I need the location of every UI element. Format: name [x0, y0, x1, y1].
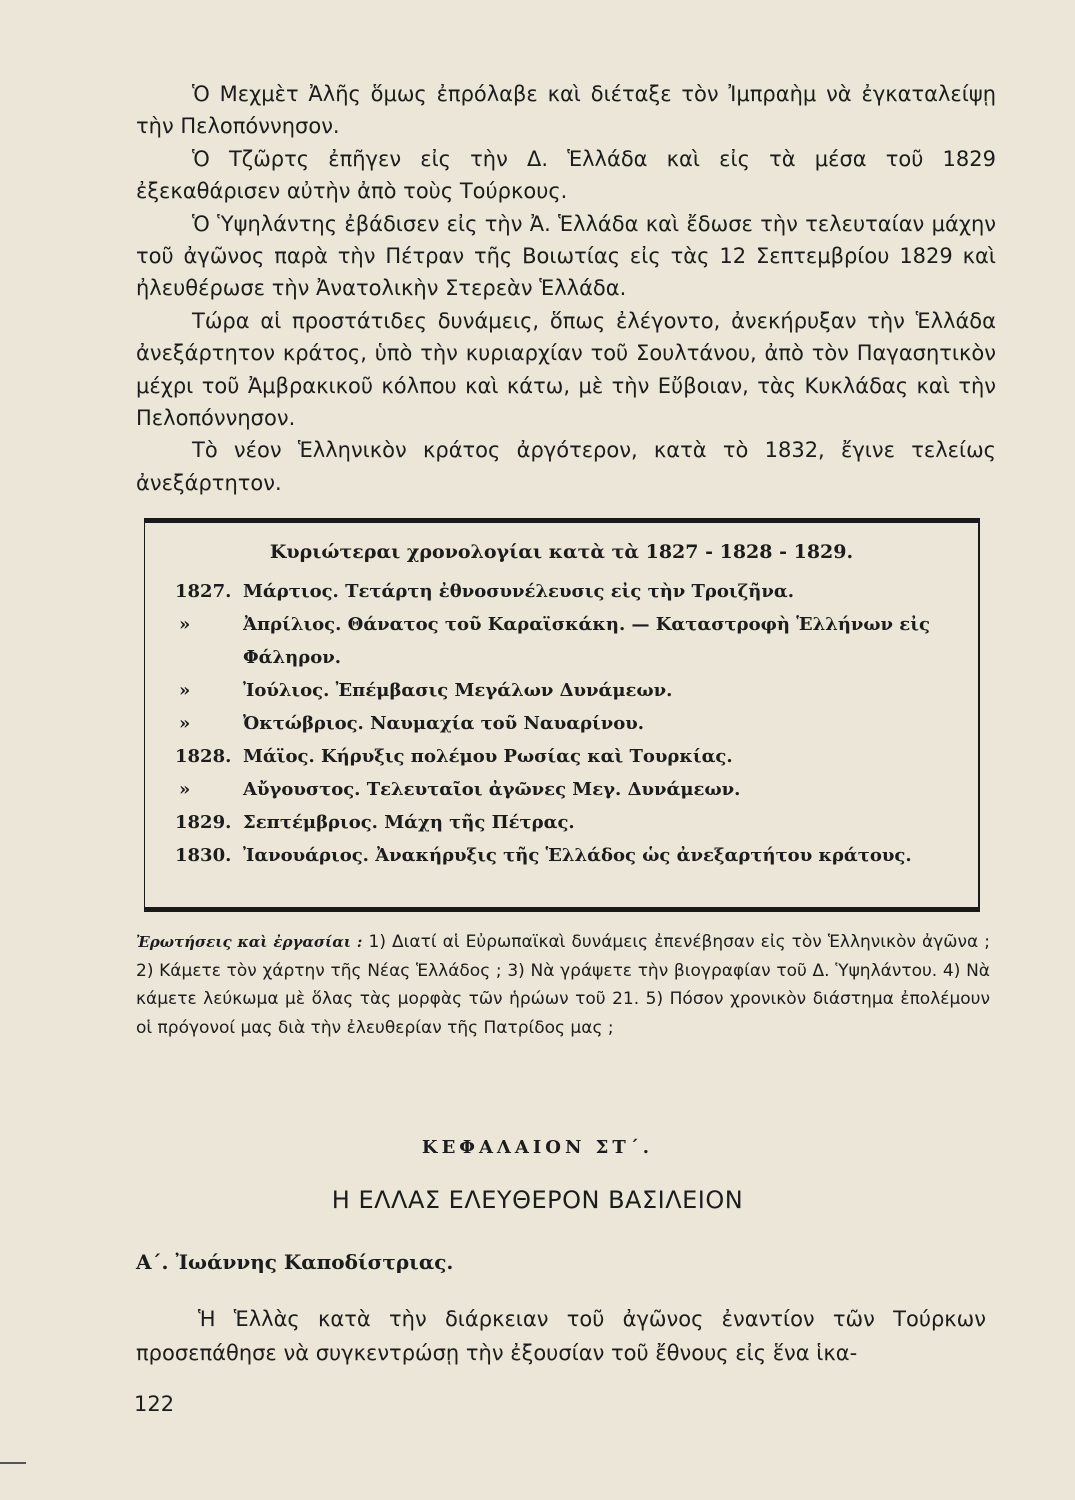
chapter-number: ΚΕΦΑΛΑΙΟΝ ΣΤ΄. — [421, 1137, 654, 1158]
entry-text: Ἰούλιος. Ἐπέμβασις Μεγάλων Δυνάμεων. — [243, 680, 673, 701]
chronology-entry — [175, 839, 965, 872]
chronology-entry — [175, 740, 965, 773]
chronology-entry — [175, 575, 965, 608]
entry-year: » — [179, 779, 191, 800]
paragraph: Ὁ Ὑψηλάντης ἐβάδισεν εἰς τὴν Ἀ. Ἑλλάδα καὶ ἔδωσε τὴν τελευταίαν μάχην τοῦ ἀγῶνος παρὰ τὴν Πέτραν τῆς Βοιωτίας εἰς τὰς 12 Σεπτεμβρίου 1829 καὶ ἠλευθέρωσε τὴν Ἀνατολικὴν Στερεὰν Ἑλλάδα. — [136, 211, 996, 301]
paragraph: Ὁ Μεχμὲτ Ἀλῆς ὅμως ἐπρόλαβε καὶ διέταξε τὸν Ἰμπραὴμ νὰ ἐγκαταλείψῃ τὴν Πελοπόννησον. — [136, 82, 996, 139]
entry-text: Ἀπρίλιος. Θάνατος τοῦ Καραϊσκάκη. — Καταστροφὴ Ἑλλήνων εἰς Φάληρον. — [243, 614, 930, 668]
section-heading: Α΄. Ἰωάννης Καποδίστριας. — [136, 1250, 454, 1274]
chronology-entry — [175, 674, 965, 707]
entry-year: 1829. — [175, 812, 232, 833]
chronology-entry — [175, 773, 965, 806]
entry-year: 1827. — [175, 581, 232, 602]
entry-text: Μάρτιος. Τετάρτη ἐθνοσυνέλευσις εἰς τὴν Τροιζῆνα. — [243, 581, 794, 602]
page-number: 122 — [134, 1392, 175, 1416]
entry-text: Σεπτέμβριος. Μάχη τῆς Πέτρας. — [243, 812, 575, 833]
body-text — [136, 78, 996, 499]
questions-text: 1) Διατί αἱ Εὐρωπαϊκαὶ δυνάμεις ἐπενέβησαν εἰς τὸν Ἑλληνικὸν ἀγῶνα ; 2) Κάμετε τὸν χάρτην τῆς Νέας Ἑλλάδος ; 3) Νὰ γράψετε τὴν βιογραφίαν τοῦ Δ. Ὑψηλάντου. 4) Νὰ κάμετε λεύκωμα μὲ ὅλας τὰς μορφὰς τῶν ἡρώων τοῦ 21. 5) Πόσον χρονικὸν διάστημα ἐπολέμουν οἱ πρόγονοί μας διὰ τὴν ἐλευθερίαν τῆς Πατρίδος μας ; — [136, 932, 991, 1038]
chronology-box — [144, 518, 980, 912]
entry-text: Ὀκτώβριος. Ναυμαχία τοῦ Ναυαρίνου. — [243, 713, 645, 734]
entry-text: Ἰανουάριος. Ἀνακήρυξις τῆς Ἑλλάδος ὡς ἀνεξαρτήτου κράτους. — [243, 845, 912, 866]
entry-year: » — [179, 614, 191, 635]
paragraph: Τὸ νέον Ἑλληνικὸν κράτος ἀργότερον, κατὰ τὸ 1832, ἔγινε τελείως ἀνεξάρτητον. — [136, 438, 996, 495]
chronology-title: Κυριώτεραι χρονολογίαι κατὰ τὰ 1827 - 1828 - 1829. — [269, 541, 854, 563]
chapter-title: Η ΕΛΛΑΣ ΕΛΕΥΘΕΡΟΝ ΒΑΣΙΛΕΙΟΝ — [331, 1186, 744, 1214]
entry-year: 1828. — [175, 746, 232, 767]
entry-year: 1830. — [175, 845, 232, 866]
paragraph: Ἡ Ἑλλὰς κατὰ τὴν διάρκειαν τοῦ ἀγῶνος ἐναντίον τῶν Τούρκων προσεπάθησε νὰ συγκεντρώσῃ τὴν ἐξουσίαν τοῦ ἔθνους εἰς ἕνα ἱκα- — [136, 1307, 986, 1365]
questions-lead: Ἐρωτήσεις καὶ ἐργασίαι : — [136, 933, 363, 951]
entry-text: Μάϊος. Κήρυξις πολέμου Ρωσίας καὶ Τουρκίας. — [243, 746, 733, 767]
entry-text: Αὔγουστος. Τελευταῖοι ἀγῶνες Μεγ. Δυνάμεων. — [243, 779, 741, 800]
chronology-entry — [175, 707, 965, 740]
chronology-list — [175, 575, 965, 872]
questions-block — [136, 928, 990, 1042]
chapter-opening — [136, 1302, 986, 1370]
paragraph: Ὁ Τζῶρτς ἐπῆγεν εἰς τὴν Δ. Ἑλλάδα καὶ εἰς τὰ μέσα τοῦ 1829 ἐξεκαθάρισεν αὐτὴν ἀπὸ τοὺς Τούρκους. — [136, 146, 996, 204]
entry-year: » — [179, 713, 191, 734]
paragraph: Τώρα αἱ προστάτιδες δυνάμεις, ὅπως ἐλέγοντο, ἀνεκήρυξαν τὴν Ἑλλάδα ἀνεξάρτητον κράτος, ὑπὸ τὴν κυριαρχίαν τοῦ Σουλτάνου, ἀπὸ τὸν Παγασητικὸν μέχρι τοῦ Ἀμβρακικοῦ κόλπου καὶ κάτω, μὲ τὴν Εὔβοιαν, τὰς Κυκλάδας καὶ τὴν Πελοπόννησον. — [136, 308, 996, 431]
entry-year: » — [179, 680, 191, 701]
chronology-entry — [175, 806, 965, 839]
chronology-entry — [175, 608, 965, 674]
edge-mark — [0, 1462, 26, 1464]
